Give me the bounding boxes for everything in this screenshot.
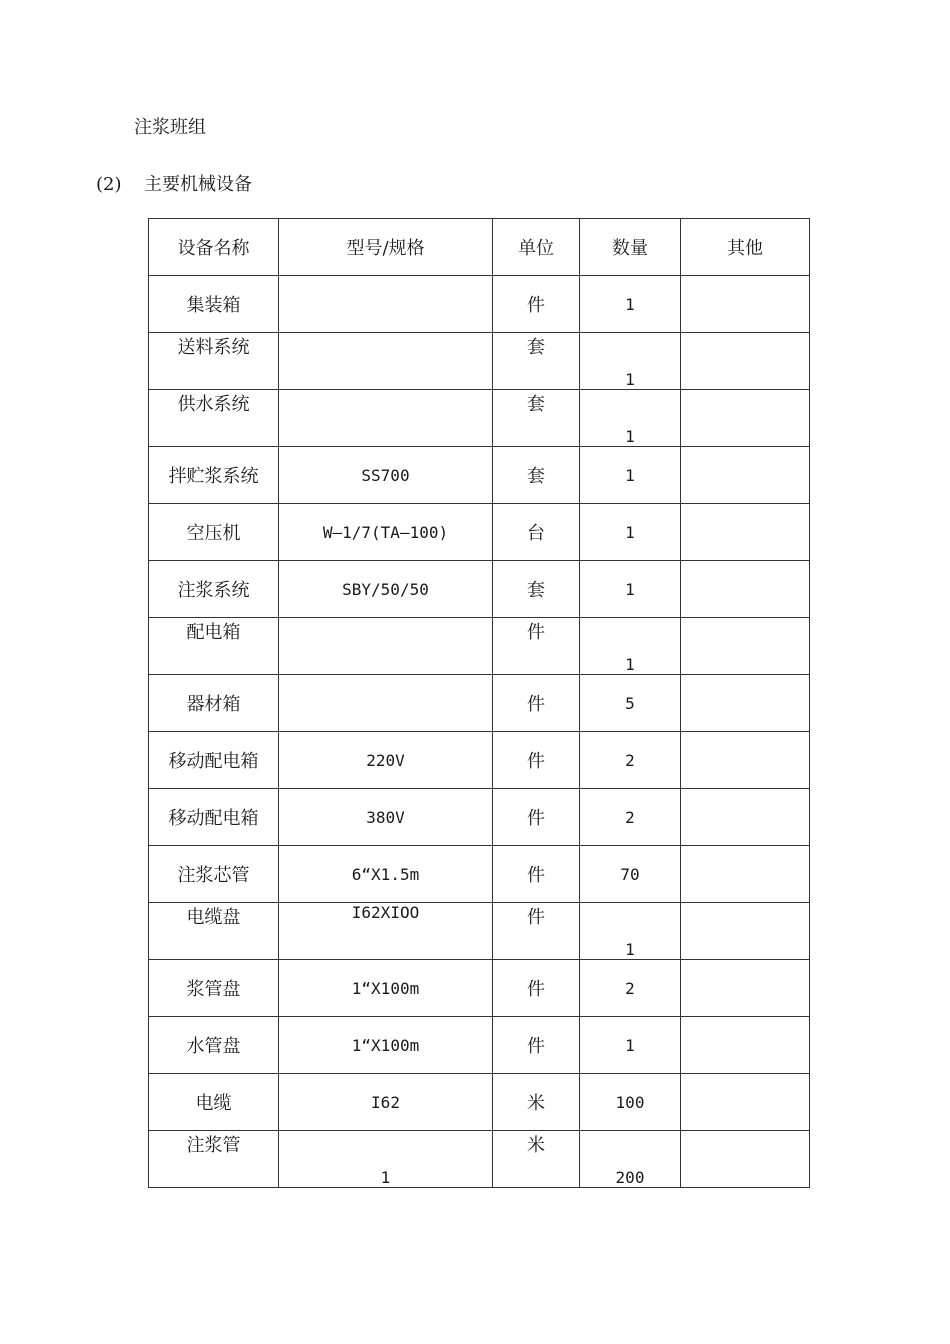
cell-model: SS700	[279, 447, 493, 504]
cell-other	[681, 1131, 810, 1188]
cell-qty: 1	[580, 333, 681, 390]
table-header-row	[149, 219, 810, 276]
cell-name: 配电箱	[149, 618, 279, 675]
cell-model: 220V	[279, 732, 493, 789]
cell-other	[681, 846, 810, 903]
cell-unit: 件	[493, 732, 580, 789]
cell-unit: 米	[493, 1074, 580, 1131]
cell-model: 1“X100m	[279, 960, 493, 1017]
cell-unit: 套	[493, 447, 580, 504]
cell-model	[279, 675, 493, 732]
cell-name: 电缆盘	[149, 903, 279, 960]
cell-unit: 件	[493, 276, 580, 333]
cell-unit: 件	[493, 675, 580, 732]
table-row	[149, 618, 810, 675]
equipment-table	[148, 218, 810, 1188]
cell-name: 移动配电箱	[149, 732, 279, 789]
cell-qty: 1	[580, 390, 681, 447]
cell-model: 1	[279, 1131, 493, 1188]
cell-unit: 件	[493, 960, 580, 1017]
cell-model: 6“X1.5m	[279, 846, 493, 903]
cell-model: I62XIOO	[279, 903, 493, 960]
cell-qty: 2	[580, 960, 681, 1017]
cell-other	[681, 276, 810, 333]
cell-other	[681, 618, 810, 675]
table-row	[149, 447, 810, 504]
cell-other	[681, 447, 810, 504]
cell-unit: 件	[493, 846, 580, 903]
cell-name: 送料系统	[149, 333, 279, 390]
cell-model: I62	[279, 1074, 493, 1131]
cell-other	[681, 960, 810, 1017]
table-row	[149, 960, 810, 1017]
header-name: 设备名称	[149, 219, 279, 276]
cell-other	[681, 504, 810, 561]
cell-qty: 1	[580, 1017, 681, 1074]
table-row	[149, 1017, 810, 1074]
cell-other	[681, 732, 810, 789]
cell-name: 注浆管	[149, 1131, 279, 1188]
cell-qty: 200	[580, 1131, 681, 1188]
cell-model	[279, 390, 493, 447]
cell-other	[681, 561, 810, 618]
table-row	[149, 903, 810, 960]
table-row	[149, 390, 810, 447]
cell-qty: 1	[580, 276, 681, 333]
cell-qty: 1	[580, 903, 681, 960]
cell-unit: 台	[493, 504, 580, 561]
table-row	[149, 276, 810, 333]
cell-unit: 套	[493, 390, 580, 447]
cell-other	[681, 1074, 810, 1131]
table-row	[149, 675, 810, 732]
cell-other	[681, 390, 810, 447]
section-number: (2)	[96, 174, 122, 195]
cell-qty: 2	[580, 732, 681, 789]
cell-qty: 70	[580, 846, 681, 903]
table-row	[149, 1131, 810, 1188]
cell-unit: 件	[493, 789, 580, 846]
cell-other	[681, 789, 810, 846]
cell-name: 拌贮浆系统	[149, 447, 279, 504]
cell-name: 移动配电箱	[149, 789, 279, 846]
cell-name: 电缆	[149, 1074, 279, 1131]
cell-model: 380V	[279, 789, 493, 846]
cell-unit: 套	[493, 561, 580, 618]
header-unit: 单位	[493, 219, 580, 276]
cell-qty: 5	[580, 675, 681, 732]
group-heading: 注浆班组	[134, 117, 206, 138]
table-row	[149, 333, 810, 390]
cell-model: SBY/50/50	[279, 561, 493, 618]
table-row	[149, 846, 810, 903]
cell-name: 注浆系统	[149, 561, 279, 618]
cell-other	[681, 1017, 810, 1074]
section-heading	[96, 170, 252, 196]
cell-other	[681, 675, 810, 732]
header-model: 型号/规格	[279, 219, 493, 276]
cell-model	[279, 618, 493, 675]
cell-name: 水管盘	[149, 1017, 279, 1074]
cell-name: 供水系统	[149, 390, 279, 447]
cell-qty: 2	[580, 789, 681, 846]
header-other: 其他	[681, 219, 810, 276]
cell-qty: 100	[580, 1074, 681, 1131]
cell-unit: 套	[493, 333, 580, 390]
table-row	[149, 732, 810, 789]
cell-model: W—1/7(TA—100)	[279, 504, 493, 561]
cell-unit: 件	[493, 618, 580, 675]
cell-name: 空压机	[149, 504, 279, 561]
header-qty: 数量	[580, 219, 681, 276]
cell-name: 浆管盘	[149, 960, 279, 1017]
cell-unit: 件	[493, 903, 580, 960]
cell-other	[681, 333, 810, 390]
cell-unit: 件	[493, 1017, 580, 1074]
table-row	[149, 789, 810, 846]
cell-model	[279, 333, 493, 390]
cell-model	[279, 276, 493, 333]
section-title: 主要机械设备	[144, 174, 252, 195]
cell-qty: 1	[580, 561, 681, 618]
cell-qty: 1	[580, 618, 681, 675]
cell-qty: 1	[580, 447, 681, 504]
cell-name: 器材箱	[149, 675, 279, 732]
cell-unit: 米	[493, 1131, 580, 1188]
cell-name: 集装箱	[149, 276, 279, 333]
cell-model: 1“X100m	[279, 1017, 493, 1074]
table-body	[149, 276, 810, 1188]
table-row	[149, 561, 810, 618]
table-row	[149, 504, 810, 561]
cell-other	[681, 903, 810, 960]
cell-name: 注浆芯管	[149, 846, 279, 903]
cell-qty: 1	[580, 504, 681, 561]
table-row	[149, 1074, 810, 1131]
